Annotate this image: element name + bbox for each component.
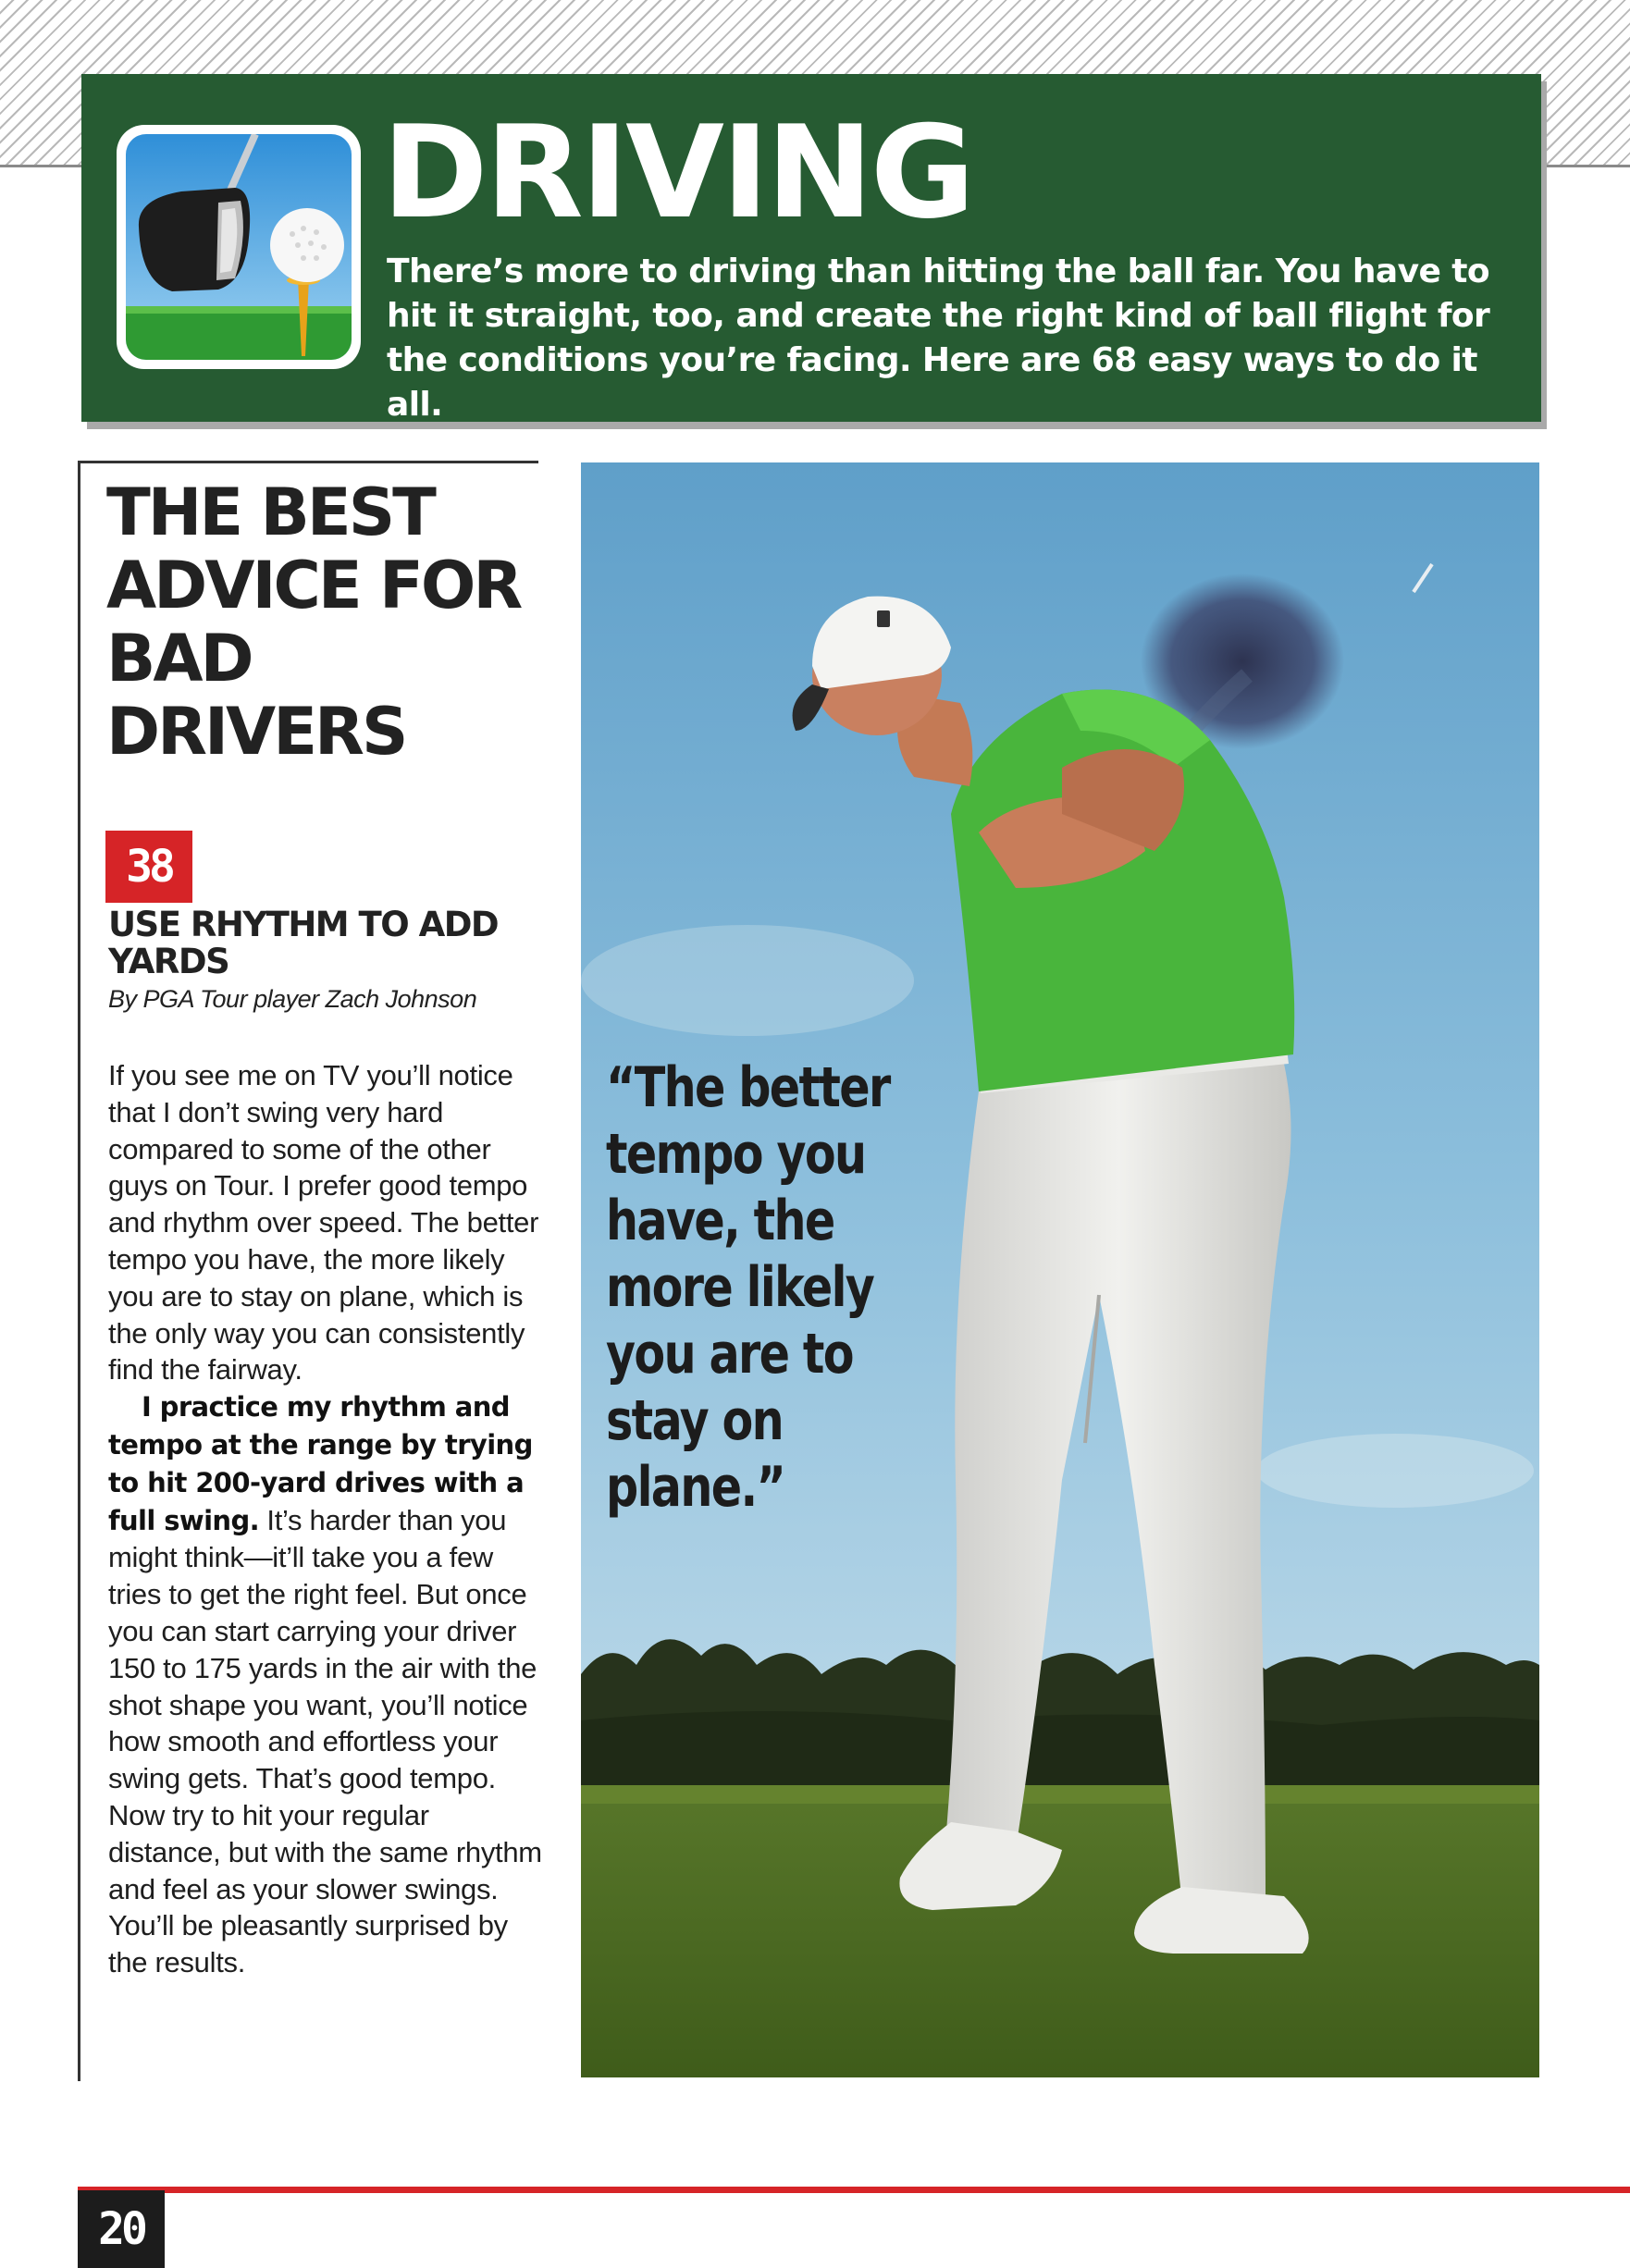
page-number: 20: [78, 2190, 165, 2268]
footer-rule: [78, 2187, 1630, 2193]
column-top-rule: [78, 461, 538, 463]
article-paragraph-2: [108, 1388, 543, 1981]
tip-byline: By PGA Tour player Zach Johnson: [108, 985, 477, 1013]
section-banner: [81, 74, 1541, 422]
article-paragraph-2-rest: It’s harder than you might think—it’ll take you a few tries to get the right feel. But once you can start carrying your driver 150 to 175 yards in the air with the shot shape you want, you’ll notice how smooth and effortless your swing gets. That’s good tempo. Now try to hit your regular distance, but with the same rhythm and feel as your slower swings. You’ll be pleasantly surprised by the results.: [108, 1503, 542, 1979]
article-paragraph-2-lead: I practice my rhythm and tempo at the range by trying to hit 200-yard drives with a full swing.: [108, 1391, 533, 1536]
tip-number-badge: 38: [105, 831, 192, 903]
golf-driver-and-ball-icon: [117, 125, 361, 369]
article-body: [108, 1057, 543, 1981]
banner-intro: There’s more to driving than hitting the ball far. You have to hit it straight, too, and create the right kind of ball flight for the conditions you’re facing. Here are 68 easy ways to do it all.: [387, 253, 1490, 424]
tip-title: USE RHYTHM TO ADD YARDS: [108, 905, 499, 981]
column-left-rule: [78, 461, 80, 2081]
article-paragraph-1: If you see me on TV you’ll notice that I don’t swing very hard compared to some of the other guys on Tour. I prefer good tempo and rhythm over speed. The better tempo you have, the more likely you are to stay on plane, which is the only way you can consistently find the fairway.: [108, 1059, 539, 1387]
section-title: THE BEST ADVICE FOR BAD DRIVERS: [106, 475, 521, 770]
pull-quote: “The better tempo you have, the more likely you are to stay on plane.”: [606, 1055, 890, 1520]
banner-title: DRIVING: [382, 98, 973, 247]
